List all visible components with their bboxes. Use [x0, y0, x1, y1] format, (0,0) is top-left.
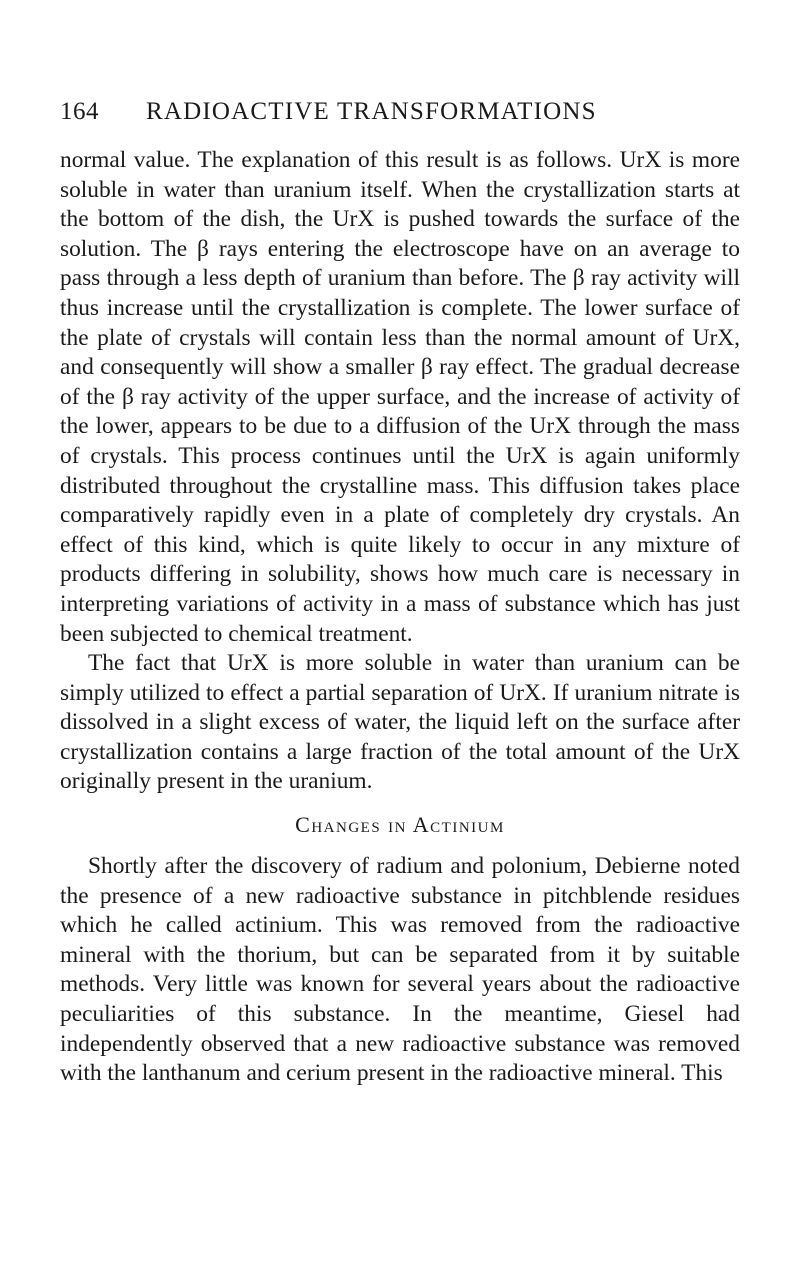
paragraph-urx-crystallization: normal value. The explanation of this result is as follows. UrX is more soluble in water than uranium itself. When the crystallization starts at the bottom of the dish, the UrX is pushed towards the surface of the solution. The β rays entering the electroscope have on an average to pass through a less depth of uranium than before. The β ray activity will thus increase until the crystallization is complete. The lower surface of the plate of crystals will contain less than the normal amount of UrX, and consequently will show a smaller β ray effect. The gradual decrease of the β ray activity of the upper surface, and the increase of activity of the lower, appears to be due to a diffusion of the UrX through the mass of crystals. This process continues until the UrX is again uniformly distributed throughout the crystalline mass. This diffusion takes place comparatively rapidly even in a plate of completely dry crystals. An effect of this kind, which is quite likely to occur in any mixture of products differing in solubility, shows how much care is necessary in interpreting variations of activity in a mass of substance which has just been subjected to chemical treatment.: [60, 147, 740, 647]
paragraph-actinium: Shortly after the discovery of radium and polonium, Debierne noted the presence of a new radioactive substance in pitchblende residues which he called actinium. This was removed from the radioactive mineral with the thorium, but can be separated from it by suitable methods. Very little was known for several years about the radioactive peculiarities of this substance. In the meantime, Giesel had independently observed that a new radioactive substance was removed with the lanthanum and cerium present in the radioactive mineral. This: [60, 853, 740, 1087]
page-number: 164: [60, 98, 99, 125]
running-title: RADIOACTIVE TRANSFORMATIONS: [146, 98, 597, 125]
section-heading: Changes in Actinium: [295, 812, 505, 838]
paragraph-urx-separation: The fact that UrX is more soluble in water than uranium can be simply utilized to effect a partial separation of UrX. If uranium nitrate is dissolved in a slight excess of water, the liquid left on the surface after crystallization contains a large fraction of the total amount of the UrX originally present in the uranium.: [60, 650, 740, 795]
body-text: [60, 146, 740, 1089]
running-head: [60, 98, 740, 138]
